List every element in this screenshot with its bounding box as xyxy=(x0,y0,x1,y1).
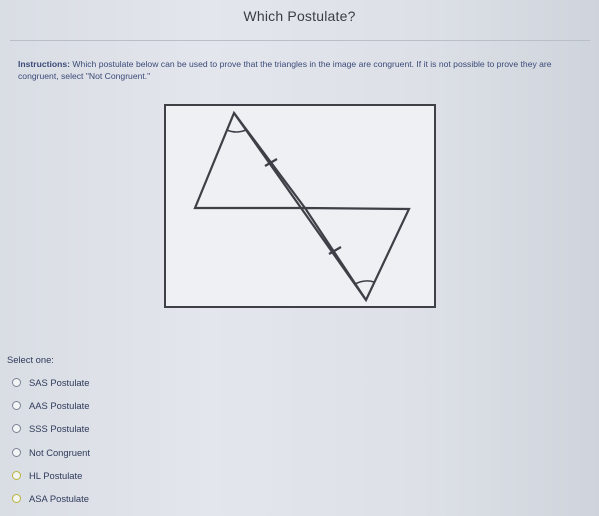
option-not-congruent[interactable] xyxy=(12,441,90,464)
angle-arc-top xyxy=(227,130,246,132)
radio-button[interactable] xyxy=(12,448,21,457)
radio-button[interactable] xyxy=(12,471,21,480)
upper-triangle xyxy=(195,113,305,208)
triangle-figure xyxy=(164,104,436,308)
radio-button[interactable] xyxy=(12,494,21,503)
option-sas[interactable] xyxy=(12,371,90,394)
option-sss[interactable] xyxy=(12,417,90,440)
shared-line-segment xyxy=(234,113,366,300)
triangle-diagram xyxy=(166,106,434,306)
option-label: SAS Postulate xyxy=(29,377,90,389)
option-label: HL Postulate xyxy=(29,469,83,481)
radio-button[interactable] xyxy=(12,378,21,387)
radio-button[interactable] xyxy=(12,424,21,433)
instructions-body: Which postulate below can be used to prove that the triangles in the image are congruent. If it is not possible to prove they are congruent, select "Not Congruent." xyxy=(18,59,552,81)
instructions-text xyxy=(18,58,563,82)
page-title: Which Postulate? xyxy=(243,8,356,24)
option-asa[interactable] xyxy=(12,487,90,510)
select-one-label: Select one: xyxy=(7,354,54,365)
option-label: Not Congruent xyxy=(29,446,90,458)
option-aas[interactable] xyxy=(12,394,90,417)
option-hl[interactable] xyxy=(12,464,90,487)
angle-arc-bottom xyxy=(355,281,374,284)
option-label: ASA Postulate xyxy=(29,493,89,505)
answer-options xyxy=(12,371,90,510)
option-label: AAS Postulate xyxy=(29,400,90,412)
instructions-lead: Instructions: xyxy=(18,59,71,69)
option-label: SSS Postulate xyxy=(29,423,90,435)
radio-button[interactable] xyxy=(12,401,21,410)
title-divider xyxy=(10,40,590,41)
